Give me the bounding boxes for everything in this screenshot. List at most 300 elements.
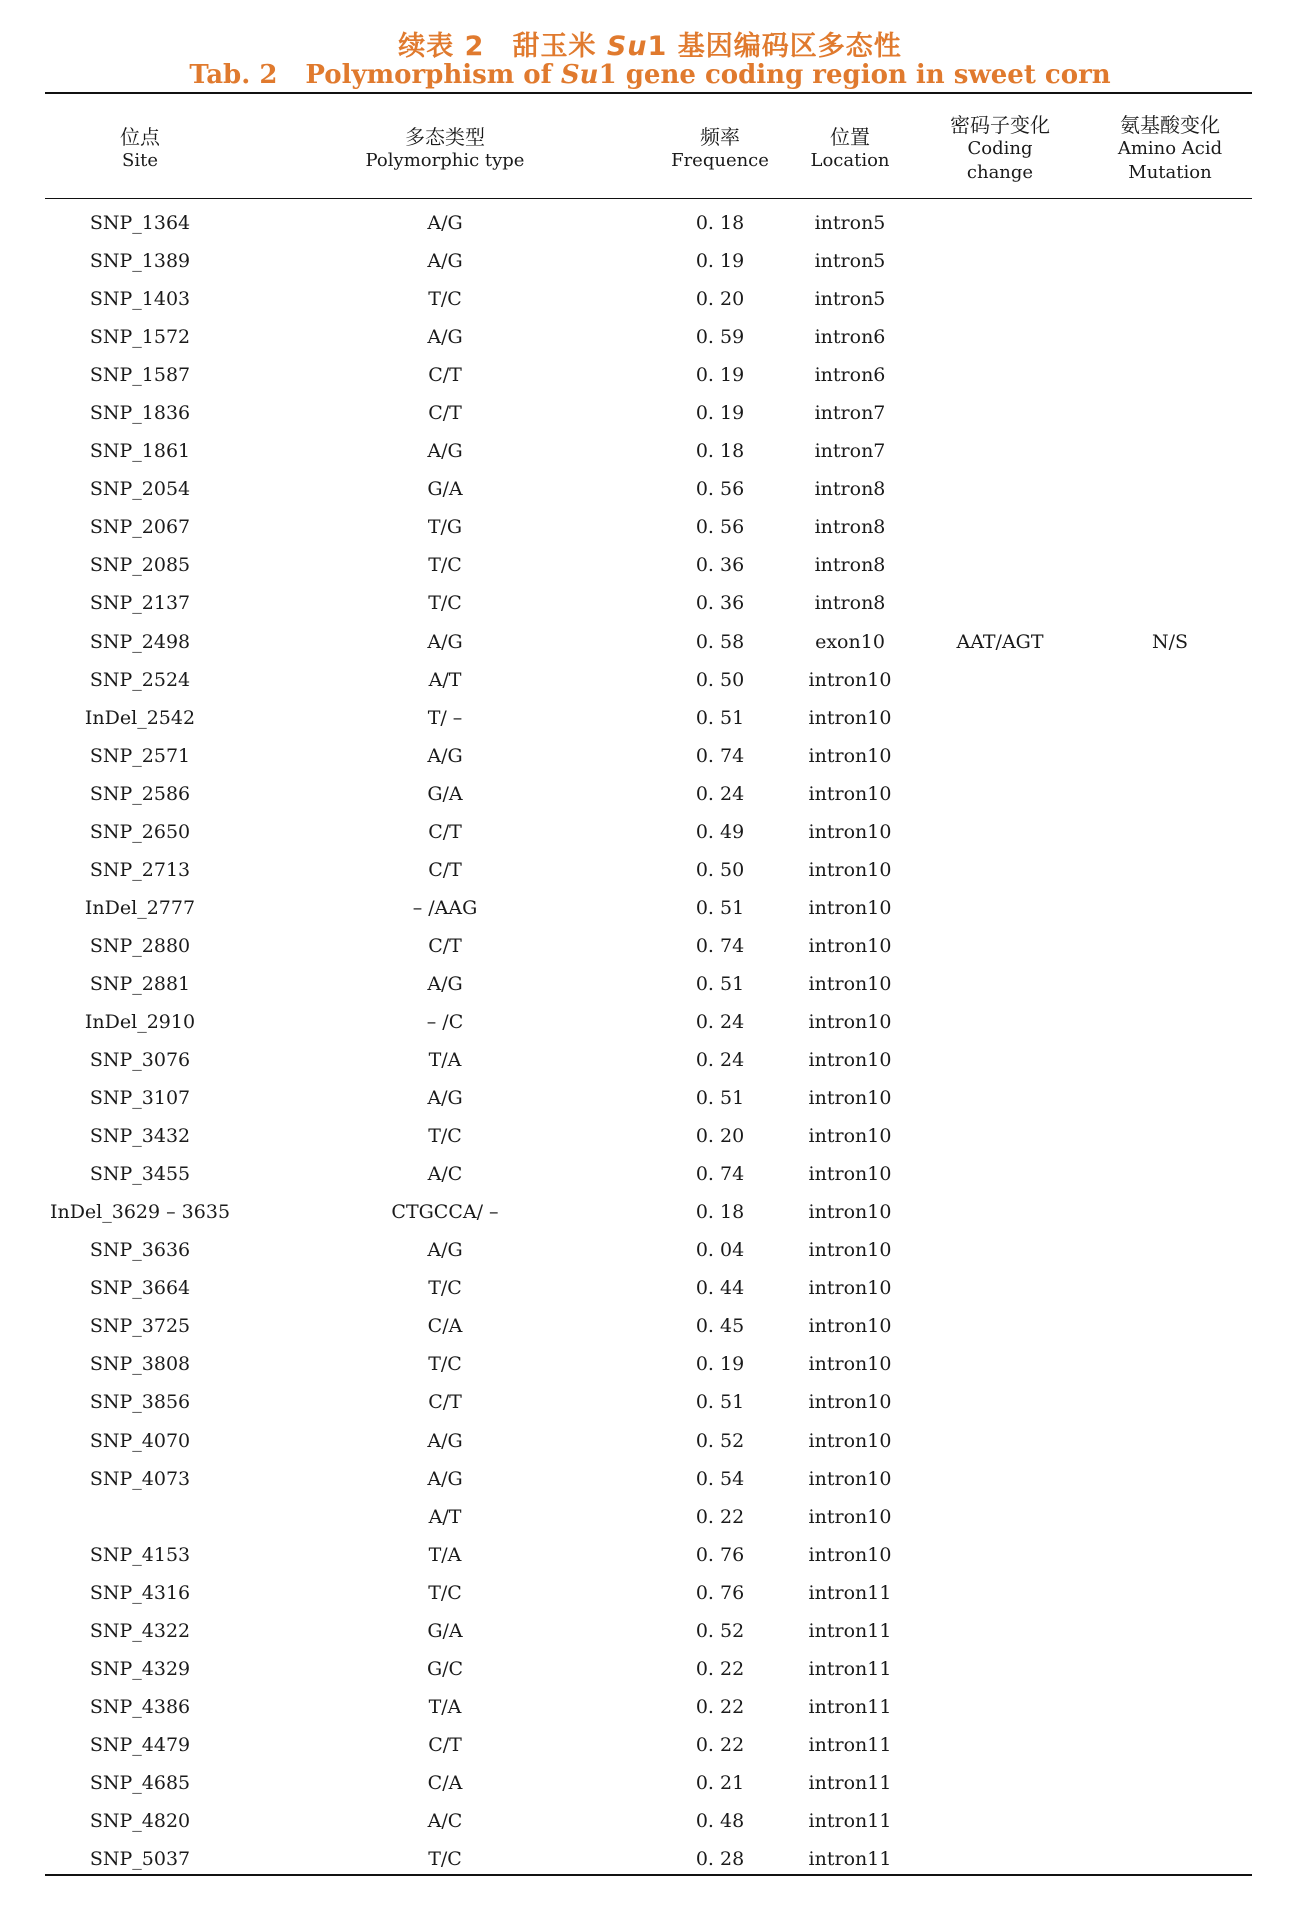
table-row (0, 1383, 1300, 1421)
cell-location: intron10 (808, 820, 892, 843)
cell-polymorphic-type: T/C (428, 1848, 462, 1871)
cell-coding-change (925, 1764, 1075, 1802)
cell-coding-change (925, 1193, 1075, 1231)
cell-amino-acid-mutation (1090, 1383, 1250, 1421)
cell-location: intron11 (808, 1581, 892, 1604)
cell-amino-acid-mutation (1090, 775, 1250, 813)
cell-amino-acid-mutation (1090, 356, 1250, 394)
table-row (0, 432, 1300, 470)
cell-frequence: 0. 22 (695, 1695, 745, 1718)
cell-location: intron11 (808, 1848, 892, 1871)
cell-coding-change (925, 699, 1075, 737)
cell-frequence: 0. 48 (695, 1809, 745, 1832)
header-mut-en2: Mutation (1128, 162, 1212, 183)
cell-coding-change (925, 1345, 1075, 1383)
cell-coding-change (925, 1612, 1075, 1650)
cell-site: SNP_3725 (89, 1315, 191, 1338)
cell-frequence: 0. 76 (695, 1543, 745, 1566)
cell-polymorphic-type: T/A (428, 1543, 462, 1566)
cell-polymorphic-type: T/ – (427, 706, 463, 729)
cell-frequence: 0. 56 (695, 516, 745, 539)
cell-location: intron10 (808, 1163, 892, 1186)
cell-location: intron10 (808, 1543, 892, 1566)
cell-amino-acid-mutation (1090, 470, 1250, 508)
cell-polymorphic-type: T/C (428, 1125, 462, 1148)
cell-coding-change (925, 1003, 1075, 1041)
cell-amino-acid-mutation (1090, 889, 1250, 927)
cell-coding-change (925, 1155, 1075, 1193)
cell-polymorphic-type: T/C (428, 592, 462, 615)
cell-site: SNP_4479 (89, 1733, 191, 1756)
cell-polymorphic-type: A/G (427, 1429, 463, 1452)
cell-coding-change (925, 546, 1075, 584)
cell-location: intron10 (808, 1125, 892, 1148)
cell-site: SNP_3856 (89, 1391, 191, 1414)
table-row (0, 1003, 1300, 1041)
cell-frequence: 0. 58 (695, 630, 745, 653)
cell-amino-acid-mutation (1090, 737, 1250, 775)
cell-amino-acid-mutation (1090, 546, 1250, 584)
cell-site: SNP_2586 (89, 782, 191, 805)
cell-amino-acid-mutation (1090, 280, 1250, 318)
cell-polymorphic-type: A/G (427, 212, 463, 235)
header-coding-change (925, 100, 1075, 198)
cell-site: SNP_2054 (89, 478, 191, 501)
cell-site: SNP_3076 (89, 1049, 191, 1072)
cell-frequence: 0. 50 (695, 668, 745, 691)
cell-location: intron11 (808, 1695, 892, 1718)
cell-coding-change (925, 1269, 1075, 1307)
cell-frequence: 0. 18 (695, 1201, 745, 1224)
table-row (0, 1307, 1300, 1345)
cell-frequence: 0. 44 (695, 1277, 745, 1300)
cell-site: SNP_1587 (89, 364, 191, 387)
cell-site: SNP_4073 (89, 1467, 191, 1490)
cell-coding-change (925, 889, 1075, 927)
cell-polymorphic-type: C/T (428, 934, 462, 957)
cell-frequence: 0. 19 (695, 364, 745, 387)
cell-polymorphic-type: G/A (427, 782, 463, 805)
cell-amino-acid-mutation (1090, 1688, 1250, 1726)
cell-frequence: 0. 51 (695, 972, 745, 995)
cell-frequence: 0. 18 (695, 212, 745, 235)
cell-coding-change (925, 394, 1075, 432)
cell-amino-acid-mutation (1090, 584, 1250, 622)
cell-location: intron10 (808, 1467, 892, 1490)
cell-site: SNP_2524 (89, 668, 191, 691)
cell-site: SNP_4322 (89, 1619, 191, 1642)
cell-polymorphic-type: C/T (428, 820, 462, 843)
cell-polymorphic-type: G/C (426, 1657, 464, 1680)
cell-amino-acid-mutation (1090, 1307, 1250, 1345)
cell-site: InDel_2542 (84, 706, 196, 729)
cell-amino-acid-mutation (1090, 661, 1250, 699)
cell-amino-acid-mutation (1090, 1650, 1250, 1688)
cell-frequence: 0. 51 (695, 706, 745, 729)
cell-coding-change: AAT/AGT (956, 630, 1044, 653)
header-site-en: Site (122, 150, 158, 171)
cell-coding-change (925, 1574, 1075, 1612)
cell-amino-acid-mutation (1090, 1498, 1250, 1536)
cell-frequence: 0. 54 (695, 1467, 745, 1490)
table-row (0, 584, 1300, 622)
cell-amino-acid-mutation (1090, 1840, 1250, 1878)
table-row (0, 1536, 1300, 1574)
cell-amino-acid-mutation (1090, 1460, 1250, 1498)
table-row (0, 965, 1300, 1003)
cell-location: intron7 (814, 440, 886, 463)
table-row (0, 1041, 1300, 1079)
cell-coding-change (925, 927, 1075, 965)
cell-coding-change (925, 1498, 1075, 1536)
cell-site: SNP_3432 (89, 1125, 191, 1148)
cell-location: intron10 (808, 1239, 892, 1262)
cell-coding-change (925, 813, 1075, 851)
cell-location: intron5 (814, 288, 886, 311)
cell-location: intron5 (814, 212, 886, 235)
cell-frequence: 0. 51 (695, 1391, 745, 1414)
cell-coding-change (925, 1840, 1075, 1878)
cell-coding-change (925, 1688, 1075, 1726)
cell-amino-acid-mutation (1090, 242, 1250, 280)
header-polymorphic-type (300, 100, 590, 198)
cell-coding-change (925, 1117, 1075, 1155)
cell-site: SNP_3107 (89, 1087, 191, 1110)
table-row (0, 851, 1300, 889)
cell-site: SNP_2571 (89, 744, 191, 767)
cell-polymorphic-type: C/T (428, 1391, 462, 1414)
table-row (0, 280, 1300, 318)
cell-amino-acid-mutation (1090, 432, 1250, 470)
cell-frequence: 0. 51 (695, 1087, 745, 1110)
cell-amino-acid-mutation (1090, 508, 1250, 546)
cell-polymorphic-type: A/G (427, 630, 463, 653)
title-zh-gene: Su (606, 31, 648, 62)
cell-site: SNP_4329 (89, 1657, 191, 1680)
cell-location: intron11 (808, 1809, 892, 1832)
cell-location: intron10 (808, 744, 892, 767)
cell-polymorphic-type: A/G (427, 744, 463, 767)
header-freq-en: Frequence (671, 150, 769, 171)
header-mut-en1: Amino Acid (1117, 138, 1223, 159)
cell-polymorphic-type: T/C (428, 1581, 462, 1604)
cell-location: intron11 (808, 1657, 892, 1680)
cell-location: intron8 (814, 554, 886, 577)
cell-polymorphic-type: G/A (427, 478, 463, 501)
cell-site: SNP_4685 (89, 1771, 191, 1794)
cell-coding-change (925, 1460, 1075, 1498)
cell-site: SNP_3455 (89, 1163, 191, 1186)
bottom-rule (45, 1874, 1252, 1876)
table-row (0, 1612, 1300, 1650)
cell-frequence: 0. 74 (695, 744, 745, 767)
table-row (0, 1460, 1300, 1498)
cell-amino-acid-mutation (1090, 1155, 1250, 1193)
header-frequence (660, 100, 780, 198)
cell-site: SNP_3636 (89, 1239, 191, 1262)
cell-location: intron10 (808, 1353, 892, 1376)
cell-site: SNP_2881 (89, 972, 191, 995)
cell-polymorphic-type: C/T (428, 858, 462, 881)
cell-frequence: 0. 22 (695, 1657, 745, 1680)
cell-location: intron11 (808, 1619, 892, 1642)
cell-amino-acid-mutation (1090, 1079, 1250, 1117)
cell-site: SNP_1364 (89, 212, 191, 235)
cell-frequence: 0. 50 (695, 858, 745, 881)
cell-amino-acid-mutation (1090, 1041, 1250, 1079)
cell-frequence: 0. 18 (695, 440, 745, 463)
cell-polymorphic-type: A/G (427, 972, 463, 995)
table-row (0, 508, 1300, 546)
cell-location: intron6 (814, 326, 886, 349)
header-location (790, 100, 910, 198)
cell-site: SNP_2498 (89, 630, 191, 653)
cell-frequence: 0. 51 (695, 896, 745, 919)
table-row (0, 889, 1300, 927)
cell-site: SNP_2650 (89, 820, 191, 843)
cell-coding-change (925, 356, 1075, 394)
cell-amino-acid-mutation (1090, 318, 1250, 356)
cell-coding-change (925, 1650, 1075, 1688)
cell-frequence: 0. 22 (695, 1733, 745, 1756)
cell-amino-acid-mutation (1090, 1422, 1250, 1460)
cell-location: intron6 (814, 364, 886, 387)
cell-site: SNP_1572 (89, 326, 191, 349)
table-row (0, 1840, 1300, 1878)
cell-location: intron10 (808, 1087, 892, 1110)
cell-frequence: 0. 49 (695, 820, 745, 843)
cell-coding-change (925, 1383, 1075, 1421)
cell-site: SNP_4153 (89, 1543, 191, 1566)
header-code-en2: change (966, 162, 1034, 183)
table-row (0, 204, 1300, 242)
header-loc-zh: 位置 (830, 125, 870, 149)
top-rule (45, 92, 1252, 94)
cell-location: intron10 (808, 1391, 892, 1414)
cell-frequence: 0. 24 (695, 1011, 745, 1033)
cell-location: intron10 (808, 1049, 892, 1072)
cell-amino-acid-mutation (1090, 1117, 1250, 1155)
cell-polymorphic-type: T/C (428, 1277, 462, 1300)
table-row (0, 470, 1300, 508)
cell-location: intron10 (808, 858, 892, 881)
cell-polymorphic-type: T/C (428, 288, 462, 311)
table-row (0, 1726, 1300, 1764)
cell-polymorphic-type: A/C (427, 1163, 463, 1186)
title-en-gene: Su (560, 60, 599, 90)
cell-location: intron10 (808, 1315, 892, 1338)
cell-amino-acid-mutation (1090, 927, 1250, 965)
cell-site (45, 1498, 235, 1536)
cell-frequence: 0. 36 (695, 554, 745, 577)
cell-frequence: 0. 28 (695, 1848, 745, 1871)
cell-site: SNP_5037 (89, 1848, 191, 1871)
cell-polymorphic-type: A/G (427, 1087, 463, 1110)
cell-polymorphic-type: C/A (427, 1771, 463, 1794)
table-row (0, 661, 1300, 699)
cell-coding-change (925, 1726, 1075, 1764)
cell-polymorphic-type: T/A (428, 1695, 462, 1718)
table-row (0, 1079, 1300, 1117)
cell-amino-acid-mutation (1090, 1764, 1250, 1802)
cell-amino-acid-mutation (1090, 1726, 1250, 1764)
cell-frequence: 0. 74 (695, 934, 745, 957)
table-row (0, 1574, 1300, 1612)
cell-polymorphic-type: A/C (427, 1809, 463, 1832)
table-row (0, 813, 1300, 851)
cell-site: SNP_4820 (89, 1809, 191, 1832)
table-header (0, 100, 1300, 198)
cell-frequence: 0. 19 (695, 402, 745, 425)
cell-frequence: 0. 19 (695, 250, 745, 273)
cell-location: intron10 (808, 1201, 892, 1224)
cell-location: intron11 (808, 1733, 892, 1756)
cell-polymorphic-type: C/T (428, 1733, 462, 1756)
cell-amino-acid-mutation (1090, 1612, 1250, 1650)
cell-amino-acid-mutation (1090, 1269, 1250, 1307)
table-row (0, 1345, 1300, 1383)
cell-polymorphic-type: T/G (427, 516, 463, 539)
header-freq-zh: 频率 (700, 125, 740, 149)
title-en-main-a: Polymorphism of (305, 60, 561, 90)
cell-site: InDel_2910 (84, 1011, 196, 1033)
cell-polymorphic-type: C/T (428, 402, 462, 425)
table-row (0, 1422, 1300, 1460)
cell-coding-change (925, 204, 1075, 242)
cell-frequence: 0. 45 (695, 1315, 745, 1338)
cell-polymorphic-type: – /AAG (412, 896, 478, 919)
cell-amino-acid-mutation (1090, 851, 1250, 889)
header-rule (45, 198, 1252, 199)
cell-amino-acid-mutation (1090, 1231, 1250, 1269)
cell-site: SNP_3808 (89, 1353, 191, 1376)
cell-amino-acid-mutation (1090, 1193, 1250, 1231)
cell-amino-acid-mutation (1090, 699, 1250, 737)
cell-polymorphic-type: A/G (427, 326, 463, 349)
cell-site: SNP_4316 (89, 1581, 191, 1604)
table-body (0, 204, 1300, 1878)
cell-coding-change (925, 1041, 1075, 1079)
table-row (0, 775, 1300, 813)
cell-frequence: 0. 52 (695, 1429, 745, 1452)
header-site-zh: 位点 (120, 125, 160, 149)
cell-location: intron10 (808, 782, 892, 805)
cell-coding-change (925, 318, 1075, 356)
cell-frequence: 0. 52 (695, 1619, 745, 1642)
header-site (45, 100, 235, 198)
table-title-english (0, 60, 1300, 90)
cell-frequence: 0. 20 (695, 288, 745, 311)
table-row (0, 242, 1300, 280)
title-en-label: Tab. 2 (189, 60, 278, 90)
cell-polymorphic-type: T/C (428, 554, 462, 577)
cell-amino-acid-mutation (1090, 204, 1250, 242)
table-row (0, 1193, 1300, 1231)
cell-coding-change (925, 1536, 1075, 1574)
table-row (0, 1269, 1300, 1307)
header-mut-zh: 氨基酸变化 (1120, 113, 1220, 137)
cell-location: intron10 (808, 706, 892, 729)
cell-coding-change (925, 584, 1075, 622)
cell-coding-change (925, 1307, 1075, 1345)
cell-frequence: 0. 04 (695, 1239, 745, 1262)
cell-site: SNP_2067 (89, 516, 191, 539)
cell-polymorphic-type: T/A (428, 1049, 462, 1072)
cell-site: SNP_2137 (89, 592, 191, 615)
cell-coding-change (925, 470, 1075, 508)
cell-coding-change (925, 965, 1075, 1003)
cell-frequence: 0. 19 (695, 1353, 745, 1376)
table-row (0, 546, 1300, 584)
cell-polymorphic-type: – /C (426, 1011, 464, 1033)
cell-site: SNP_4386 (89, 1695, 191, 1718)
table-row (0, 623, 1300, 661)
table-row (0, 1498, 1300, 1536)
cell-coding-change (925, 242, 1075, 280)
cell-location: intron10 (808, 1011, 892, 1033)
cell-location: exon10 (815, 630, 885, 653)
cell-coding-change (925, 1231, 1075, 1269)
cell-polymorphic-type: A/G (427, 1239, 463, 1262)
cell-polymorphic-type: C/T (428, 364, 462, 387)
cell-frequence: 0. 20 (695, 1125, 745, 1148)
header-type-en: Polymorphic type (365, 150, 525, 171)
cell-frequence: 0. 24 (695, 1049, 745, 1072)
table-row (0, 737, 1300, 775)
cell-coding-change (925, 508, 1075, 546)
cell-frequence: 0. 21 (695, 1771, 745, 1794)
cell-frequence: 0. 59 (695, 326, 745, 349)
title-zh-main-b: 1 基因编码区多态性 (647, 31, 902, 62)
table-row (0, 1650, 1300, 1688)
cell-polymorphic-type: C/A (427, 1315, 463, 1338)
header-amino-acid-mutation (1090, 100, 1250, 198)
cell-location: intron8 (814, 516, 886, 539)
cell-location: intron10 (808, 972, 892, 995)
cell-amino-acid-mutation (1090, 1536, 1250, 1574)
cell-polymorphic-type: A/G (427, 250, 463, 273)
header-code-zh: 密码子变化 (950, 113, 1050, 137)
cell-site: InDel_3629 – 3635 (49, 1201, 231, 1224)
table-row (0, 1117, 1300, 1155)
cell-location: intron10 (808, 1429, 892, 1452)
cell-polymorphic-type: A/T (428, 1505, 462, 1528)
cell-site: SNP_1836 (89, 402, 191, 425)
cell-coding-change (925, 1802, 1075, 1840)
cell-frequence: 0. 76 (695, 1581, 745, 1604)
cell-amino-acid-mutation (1090, 965, 1250, 1003)
cell-site: SNP_3664 (89, 1277, 191, 1300)
cell-coding-change (925, 1422, 1075, 1460)
table-row (0, 927, 1300, 965)
cell-coding-change (925, 280, 1075, 318)
title-en-main-b: 1 gene coding region in sweet corn (598, 60, 1111, 90)
cell-amino-acid-mutation (1090, 1345, 1250, 1383)
cell-polymorphic-type: T/C (428, 1353, 462, 1376)
cell-site: SNP_2085 (89, 554, 191, 577)
cell-coding-change (925, 661, 1075, 699)
cell-location: intron10 (808, 1277, 892, 1300)
table-row (0, 394, 1300, 432)
table-row (0, 699, 1300, 737)
cell-amino-acid-mutation (1090, 1802, 1250, 1840)
cell-coding-change (925, 851, 1075, 889)
title-zh-prefix: 续表 2 (398, 31, 485, 62)
table-row (0, 1764, 1300, 1802)
cell-polymorphic-type: A/G (427, 1467, 463, 1490)
cell-frequence: 0. 56 (695, 478, 745, 501)
header-loc-en: Location (810, 150, 890, 171)
